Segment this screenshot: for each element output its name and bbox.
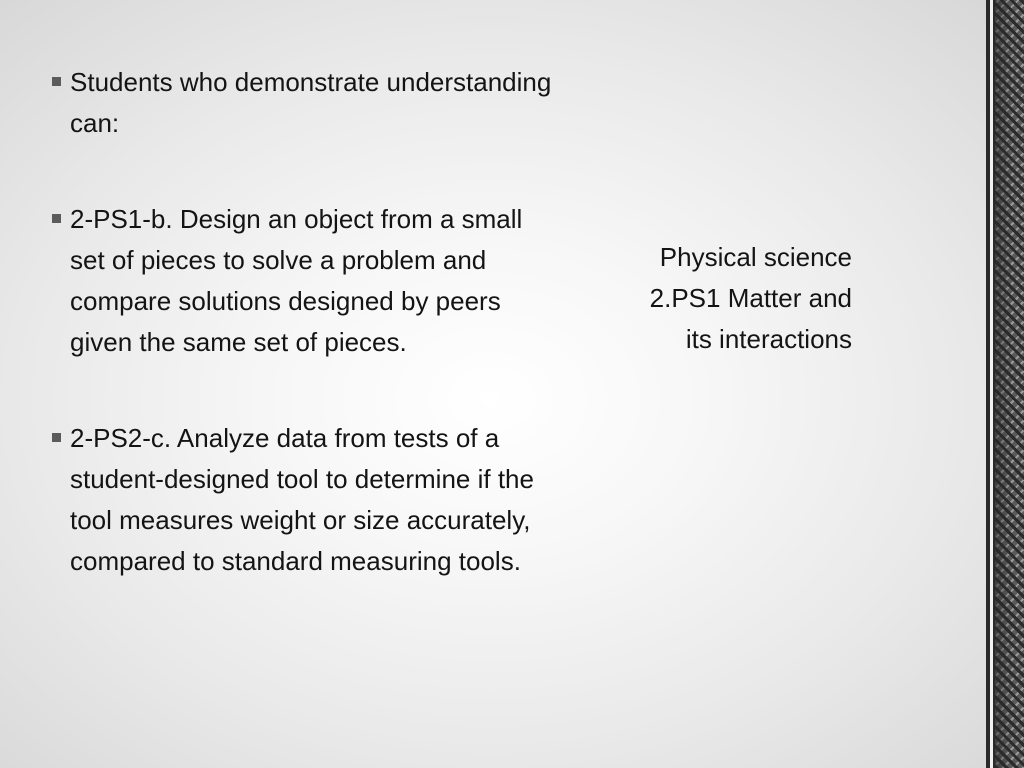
decorative-edge-band (986, 0, 1024, 768)
bullet-text: 2-PS1-b. Design an object from a small set of pieces to solve a problem and compare solutions designed by peers given the same set of pieces. (70, 204, 523, 357)
slide-title (590, 237, 852, 360)
slide-title-line: 2.PS1 Matter and (649, 283, 852, 313)
square-bullet-icon (52, 77, 61, 86)
slide-title-line: Physical science (659, 242, 852, 272)
bullet-item-2-ps2-c (52, 418, 552, 582)
square-bullet-icon (52, 433, 61, 442)
bullet-item-2-ps1-b (52, 199, 552, 363)
bullet-text: Students who demonstrate understanding can: (70, 67, 552, 138)
bullet-item-intro (52, 62, 552, 144)
bullet-list (52, 62, 552, 637)
square-bullet-icon (52, 214, 61, 223)
bullet-text: 2-PS2-c. Analyze data from tests of a student-designed tool to determine if the tool measures weight or size accurately, compared to standard measuring tools. (70, 423, 534, 576)
edge-divider-line (990, 0, 993, 768)
slide-title-line: its interactions (685, 324, 852, 354)
checker-shadow (995, 0, 1024, 768)
